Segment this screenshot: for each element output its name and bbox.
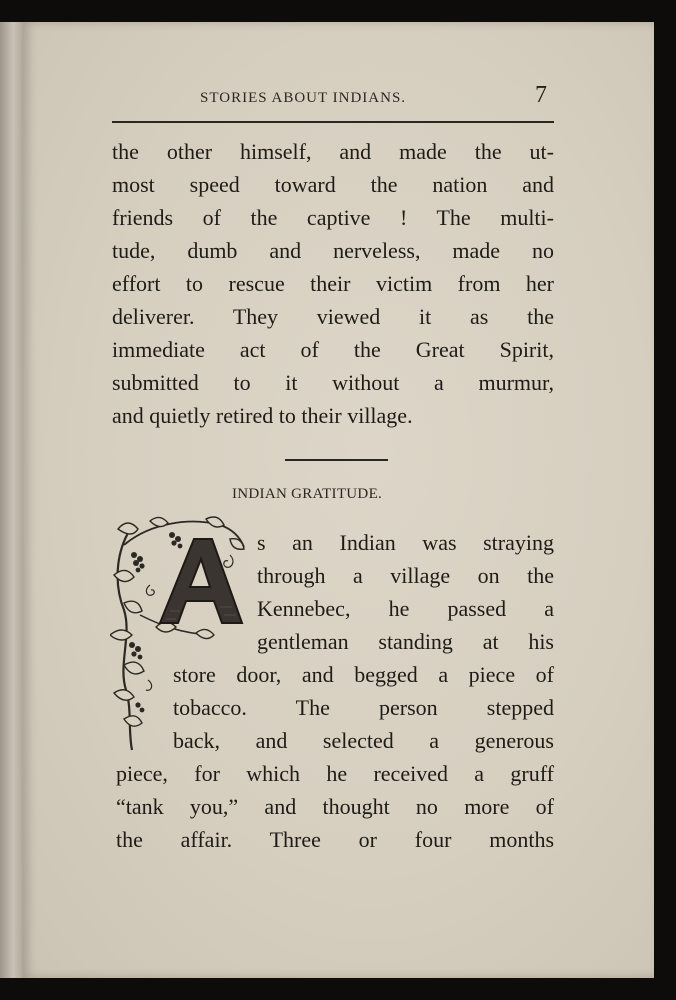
- running-title: STORIES ABOUT INDIANS.: [200, 90, 407, 106]
- text-line: submitted to it without a murmur,: [112, 370, 554, 395]
- page-number: 7: [535, 82, 547, 108]
- section-heading: INDIAN GRATITUDE.: [232, 486, 383, 502]
- text-line: the other himself, and made the ut-: [112, 139, 554, 164]
- text-line: tude, dumb and nerveless, made no: [112, 238, 554, 263]
- text-line: “tank you,” and thought no more of: [116, 794, 554, 819]
- section-divider: [285, 459, 388, 461]
- text-line: store door, and begged a piece of: [173, 662, 554, 687]
- text-line: immediate act of the Great Spirit,: [112, 337, 554, 362]
- text-line: s an Indian was straying: [257, 530, 554, 555]
- header-rule: [112, 121, 554, 123]
- text-line: deliverer. They viewed it as the: [112, 304, 554, 329]
- text-line: piece, for which he received a gruff: [116, 761, 554, 786]
- text-line: gentleman standing at his: [257, 629, 554, 654]
- text-line: back, and selected a generous: [173, 728, 554, 753]
- text-line: Kennebec, he passed a: [257, 596, 554, 621]
- text-line: friends of the captive ! The multi-: [112, 205, 554, 230]
- text-line: most speed toward the nation and: [112, 172, 554, 197]
- text-line: the affair. Three or four months: [116, 827, 554, 852]
- text-line: effort to rescue their victim from her: [112, 271, 554, 296]
- text-line: tobacco. The person stepped: [173, 695, 554, 720]
- text-line: through a village on the: [257, 563, 554, 588]
- facing-page-edge: [0, 22, 22, 978]
- text-line: and quietly retired to their village.: [112, 403, 413, 428]
